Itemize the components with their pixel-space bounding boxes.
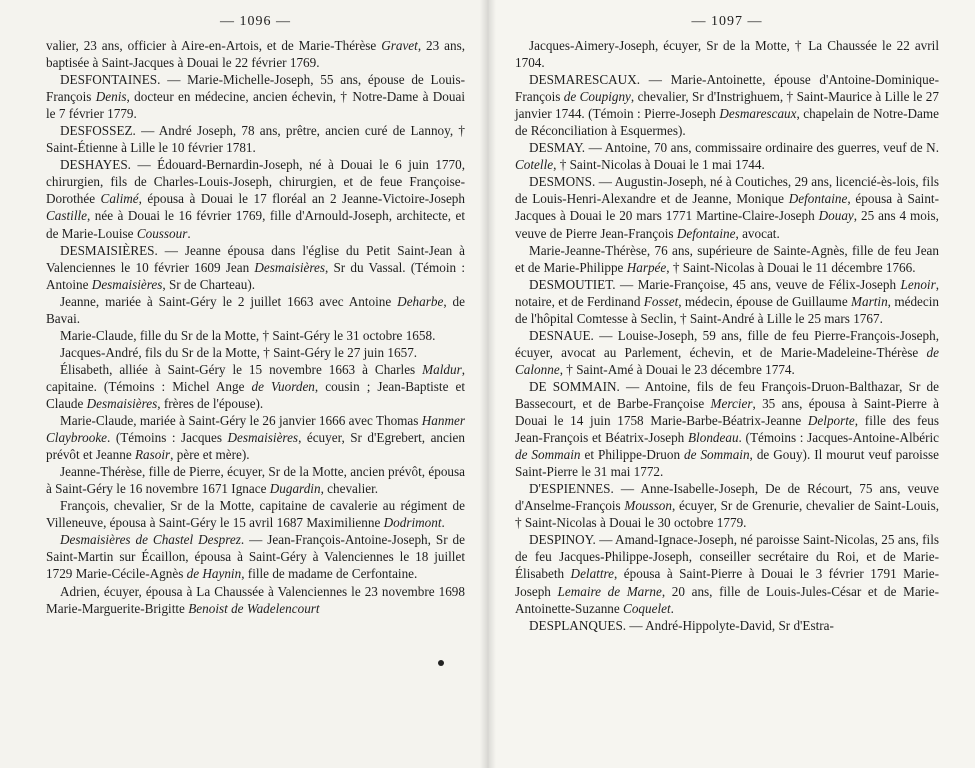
left-page-number: — 1096 — xyxy=(220,14,291,29)
text-run: Marie-Claude, fille du Sr de la Motte, † Saint-Géry le 31 octobre 1658. xyxy=(60,327,436,343)
text-run: , Sr de Charteau). xyxy=(162,276,256,292)
text-run: , chevalier. xyxy=(320,481,379,497)
left-page-paragraph xyxy=(46,412,465,463)
text-run: , † Saint-Nicolas à Douai le 1 mai 1744. xyxy=(553,157,765,173)
italic-name: Desmaisières xyxy=(254,259,325,275)
text-run: , père et mère). xyxy=(170,447,250,463)
italic-name: Desmarescaux xyxy=(719,106,797,122)
text-run: DESNAUE. — Louise-Joseph, 59 ans, fille de feu Pierre-François-Joseph, écuyer, avocat au Parlement, échevin, et de Marie-Madeleine-Thérèse xyxy=(515,327,939,360)
right-page-paragraph xyxy=(515,480,939,531)
left-page-paragraph xyxy=(46,293,465,327)
right-page-paragraph xyxy=(515,327,939,378)
text-run: DESHAYES. — Édouard-Bernardin-Joseph, né à Douai le 6 juin 1770, chirurgien, fils de Charles-Louis-Joseph, chirurgien, et de feue Françoise-Dorothée xyxy=(46,157,465,207)
text-run: Jeanne-Thérèse, fille de Pierre, écuyer, Sr de la Motte, ancien prévôt, épousa à Saint-Géry le 16 novembre 1671 Ignace xyxy=(46,464,465,497)
italic-name: Defontaine xyxy=(788,191,848,207)
text-run: , écuyer, Sr de Grenurie, chevalier de Saint-Louis, † Saint-Nicolas à Douai le 30 octobre 1779. xyxy=(515,498,939,531)
italic-name: Lemaire de Marne xyxy=(557,583,662,599)
text-run: Marie-Claude, mariée à Saint-Géry le 26 janvier 1666 avec Thomas xyxy=(60,413,422,429)
text-run: , 20 ans, fille de Louis-Jules-César et de Marie-Antoinette-Suzanne xyxy=(515,583,939,616)
text-run: DESFOSSEZ. — André Joseph, 78 ans, prêtre, ancien curé de Lannoy, † Saint-Étienne à Lille le 10 février 1781. xyxy=(46,123,465,156)
italic-name: Harpée xyxy=(626,259,667,275)
left-page-paragraph xyxy=(46,497,465,531)
text-run: , 35 ans, épousa à Saint-Pierre à Douai le 14 juin 1758 Marie-Barbe-Béatrix-Jeanne xyxy=(515,395,939,429)
text-run: , née à Douai le 16 février 1769, fille d'Arnould-Joseph, architecte, et de Marie-Louise xyxy=(46,208,465,241)
left-page-paragraph xyxy=(46,242,465,293)
italic-name: Coquelet xyxy=(623,600,671,616)
italic-name: Rasoir xyxy=(134,447,171,463)
left-page-paragraph xyxy=(46,71,465,122)
left-page-paragraph xyxy=(46,583,465,617)
text-run: Jacques-Aimery-Joseph, écuyer, Sr de la Motte, † La Chaussée le 22 avril 1704. xyxy=(515,38,939,71)
text-run: . xyxy=(441,515,445,531)
text-run: Adrien, écuyer, épousa à La Chaussée à Valenciennes le 23 novembre 1698 Marie-Marguerite-Brigitte xyxy=(46,583,465,616)
text-run: DESPLANQUES. — André-Hippolyte-David, Sr d'Estra- xyxy=(529,617,834,633)
text-run: DESMOUTIET. — Marie-Françoise, 45 ans, veuve de Félix-Joseph xyxy=(529,276,901,292)
text-run: , écuyer, Sr d'Egrebert, ancien prévôt et Jeanne xyxy=(46,430,465,463)
text-run: Jacques-André, fils du Sr de la Motte, † Saint-Géry le 27 juin 1657. xyxy=(60,344,418,360)
italic-name: Dugardin xyxy=(269,481,321,497)
italic-name: Douay xyxy=(818,208,854,224)
italic-name: de Sommain xyxy=(684,447,750,463)
text-run: , médecin, épouse de Guillaume xyxy=(678,293,852,309)
right-page-paragraph xyxy=(515,173,939,241)
text-run: , Sr du Vassal. (Témoin : Antoine xyxy=(46,259,466,292)
text-run: , épousa à Saint-Jacques à Douai le 20 mars 1771 Martine-Claire-Joseph xyxy=(515,191,939,224)
text-run: , chapelain de Notre-Dame de Réconciliation à Esquermes). xyxy=(515,106,939,139)
italic-name: de Haynin xyxy=(186,566,242,582)
text-run: DESMONS. — Augustin-Joseph, né à Coutiches, 29 ans, licencié-ès-lois, fils de Louis-Henri-Alexandre et de Jeanne, Monique xyxy=(515,174,939,207)
italic-name: Blondeau xyxy=(688,430,739,446)
left-page-paragraph xyxy=(46,156,465,241)
right-page-paragraph xyxy=(515,71,939,139)
left-page-paragraph xyxy=(46,344,465,361)
left-page xyxy=(0,0,487,768)
text-run: . xyxy=(670,600,674,616)
text-run: DESPINOY. — Amand-Ignace-Joseph, né paroisse Saint-Nicolas, 25 ans, fils de feu Jacques-Philippe-Joseph, conseiller secrétaire du Roi, et de Marie-Élisabeth xyxy=(515,532,939,582)
italic-name: Delporte xyxy=(807,413,855,429)
italic-name: Defontaine xyxy=(676,225,736,241)
text-run: , 25 ans 4 mois, veuve de Pierre Jean-François xyxy=(515,208,939,241)
italic-name: Gravet xyxy=(381,38,418,53)
left-page-paragraph xyxy=(46,361,465,412)
italic-name: Denis xyxy=(95,89,127,105)
text-run: , † Saint-Nicolas à Douai le 11 décembre 1766. xyxy=(666,259,916,275)
text-run: DE SOMMAIN. — Antoine, fils de feu François-Druon-Balthazar, Sr de Bassecourt, et de Barbe-Françoise xyxy=(515,378,939,411)
left-page-paragraph xyxy=(46,327,465,344)
text-run: . xyxy=(187,225,191,241)
text-run: , fille des feus Jean-François et Béatrix-Joseph xyxy=(515,413,939,446)
text-run: , frères de l'épouse). xyxy=(157,395,264,411)
italic-name: Desmaisières xyxy=(91,276,163,292)
text-run: DESMAISIÈRES. — Jeanne épousa dans l'église du Petit Saint-Jean à Valenciennes le 10 février 1609 Jean xyxy=(46,242,465,275)
left-page-text xyxy=(46,37,465,617)
text-run: DESMARESCAUX. — Marie-Antoinette, épouse d'Antoine-Dominique-François xyxy=(515,72,939,105)
italic-name: Cotelle xyxy=(515,157,554,173)
italic-name: Coussour xyxy=(136,225,188,241)
italic-name: Martin xyxy=(851,293,888,309)
right-page-paragraph xyxy=(515,378,939,480)
left-page-paragraph xyxy=(46,122,465,156)
right-page-number: — 1097 — xyxy=(691,14,763,29)
text-run: , † Saint-Amé à Douai le 23 décembre 1774. xyxy=(559,361,795,377)
right-page-paragraph xyxy=(515,37,939,71)
italic-name: Hanmer Claybrooke xyxy=(46,413,465,446)
right-page-text xyxy=(515,37,939,634)
right-page-paragraph xyxy=(515,242,939,276)
italic-name: Deharbe xyxy=(397,293,444,309)
text-run: DESMAY. — Antoine, 70 ans, commissaire ordinaire des guerres, veuf de N. xyxy=(529,140,939,156)
text-run: Marie-Jeanne-Thérèse, 76 ans, supérieure de Sainte-Agnès, fille de feu Jean et de Marie-Philippe xyxy=(515,242,939,275)
text-run: , avocat. xyxy=(735,225,780,241)
italic-name: Benoist de Wadelencourt xyxy=(188,600,320,616)
text-run: , de Gouy). Il mourut veuf paroisse Saint-Pierre le 31 mai 1772. xyxy=(515,447,939,480)
right-page-paragraph xyxy=(515,531,939,616)
left-page-paragraph xyxy=(46,37,465,71)
italic-name: Mercier xyxy=(710,395,753,411)
italic-name: Desmaisières xyxy=(227,430,299,446)
text-run: . (Témoins : Jacques-Antoine-Albéric xyxy=(738,430,939,446)
ink-dot xyxy=(438,660,444,666)
italic-name: Delattre xyxy=(570,566,615,582)
italic-name: de Sommain xyxy=(515,447,581,463)
right-page-paragraph xyxy=(515,617,939,634)
book-gutter xyxy=(480,0,496,768)
right-page xyxy=(487,0,975,768)
text-run: , docteur en médecine, ancien échevin, † Notre-Dame à Douai le 7 février 1779. xyxy=(46,89,466,122)
italic-name: Castille xyxy=(46,208,88,224)
text-run: , de Bavai. xyxy=(46,293,465,326)
right-page-paragraph xyxy=(515,276,939,327)
text-run: valier, 23 ans, officier à Aire-en-Artois, et de Marie-Thérèse xyxy=(46,38,382,53)
italic-name: Fosset xyxy=(643,293,679,309)
italic-name: Mousson xyxy=(624,498,672,514)
text-run: et Philippe-Druon xyxy=(580,447,685,463)
left-page-paragraph xyxy=(46,463,465,497)
text-run: DESFONTAINES. — Marie-Michelle-Joseph, 55 ans, épouse de Louis-François xyxy=(46,72,465,105)
italic-name: de Calonne xyxy=(515,344,939,377)
text-run: , médecin de l'hôpital Comtesse à Seclin, † Saint-André à Lille le 25 mars 1767. xyxy=(515,293,939,326)
text-run: , cousin ; Jean-Baptiste et Claude xyxy=(46,378,465,411)
left-page-paragraph xyxy=(46,531,465,582)
italic-name: de Coupigny xyxy=(563,89,631,105)
text-run: , notaire, et de Ferdinand xyxy=(515,276,939,309)
text-run: , fille de madame de Cerfontaine. xyxy=(241,566,418,582)
text-run: D'ESPIENNES. — Anne-Isabelle-Joseph, De de Récourt, 75 ans, veuve d'Anselme-François xyxy=(515,481,939,514)
italic-name: Lenoir xyxy=(900,276,936,292)
text-run: , épousa à Saint-Pierre à Douai le 3 février 1791 Marie-Joseph xyxy=(515,566,940,599)
text-run: . (Témoins : Jacques xyxy=(107,430,228,446)
text-run: Jeanne, mariée à Saint-Géry le 2 juillet 1663 avec Antoine xyxy=(60,293,398,309)
text-run: François, chevalier, Sr de la Motte, capitaine de cavalerie au régiment de Villeneuve, épousa à Saint-Géry le 15 avril 1687 Maximilienne xyxy=(46,498,465,531)
text-run: , 23 ans, baptisée à Saint-Jacques à Douai le 22 février 1769. xyxy=(46,38,465,71)
text-run: . — Jean-François-Antoine-Joseph, Sr de Saint-Martin sur Écaillon, épousa à Saint-Géry à Valenciennes le 18 juillet 1729 Marie-Cécile-Agnès xyxy=(46,532,465,582)
right-page-paragraph xyxy=(515,139,939,173)
text-run: , capitaine. (Témoins : Michel Ange xyxy=(46,361,465,394)
italic-name: Dodrimont xyxy=(383,515,442,531)
italic-name: Maldur xyxy=(422,361,462,377)
italic-name: Desmaisières xyxy=(86,395,158,411)
italic-name: Desmaisières de Chastel Desprez xyxy=(60,532,241,548)
text-run: , épousa à Douai le 17 floréal an 2 Jeanne-Victoire-Joseph xyxy=(138,191,465,207)
italic-name: Calimé xyxy=(100,191,139,207)
text-run: , chevalier, Sr d'Instrighuem, † Saint-Maurice à Lille le 27 janvier 1744. (Témoin : Pierre-Joseph xyxy=(515,89,939,122)
italic-name: de Vuorden xyxy=(251,378,315,394)
text-run: Élisabeth, alliée à Saint-Géry le 15 novembre 1663 à Charles xyxy=(60,361,423,377)
